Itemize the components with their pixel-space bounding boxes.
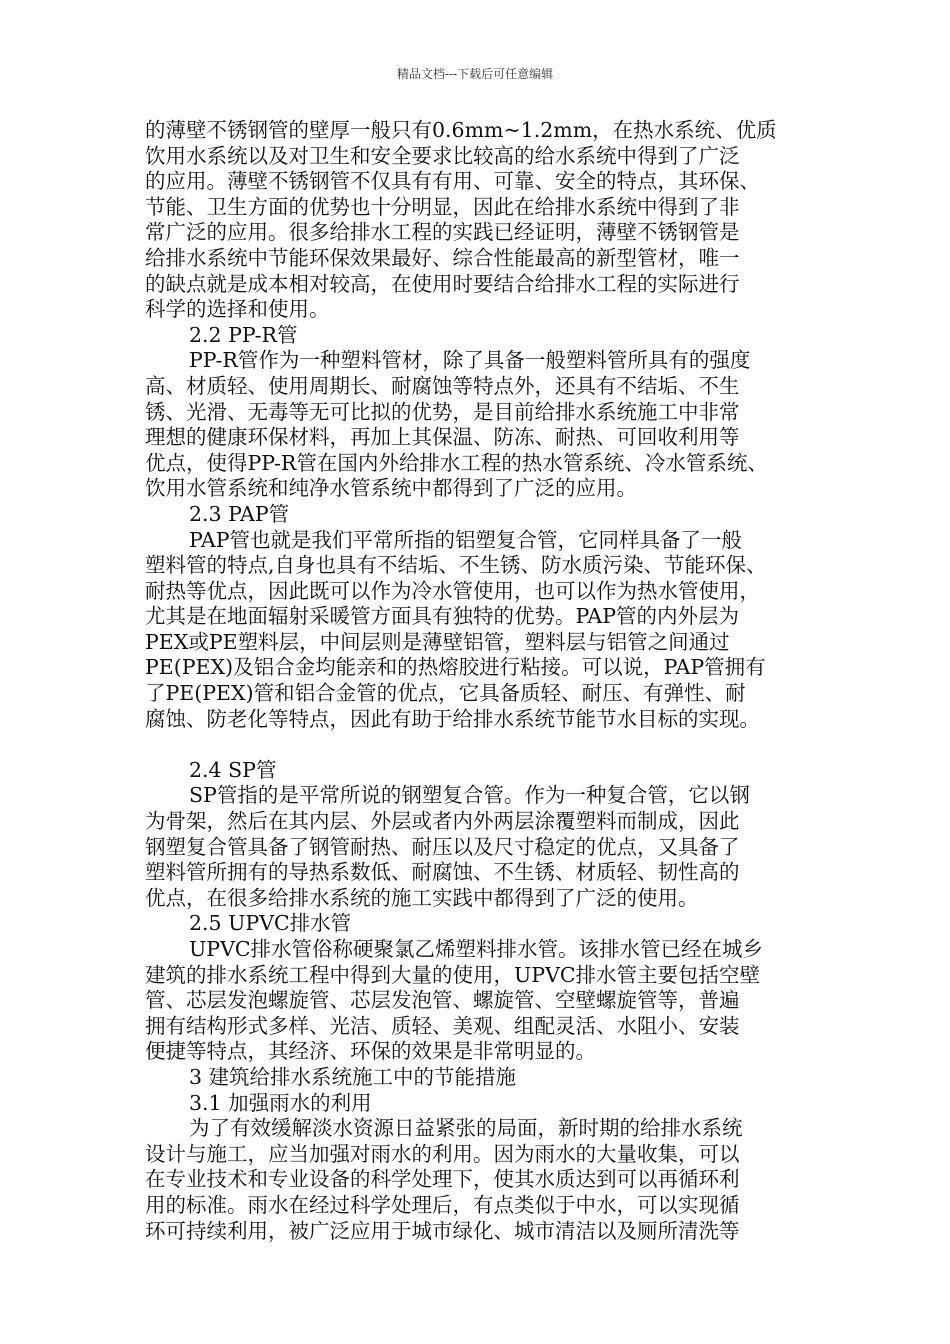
text-line: 的缺点就是成本相对较高，在使用时要结合给排水工程的实际进行 bbox=[145, 271, 740, 296]
text-line: PAP管也就是我们平常所指的铝塑复合管，它同样具备了一般 bbox=[189, 527, 743, 552]
text-line: 用的标准。雨水在经过科学处理后，有点类似于中水，可以实现循 bbox=[145, 1192, 740, 1217]
paragraph-sp bbox=[145, 783, 825, 911]
paragraph-pap bbox=[145, 528, 825, 733]
text-line: 环可持续利用，被广泛应用于城市绿化、城市清洁以及厕所清洗等 bbox=[145, 1218, 740, 1243]
paragraph-ppr bbox=[145, 348, 825, 502]
text-line: 锈、光滑、无毒等无可比拟的优势，是目前给排水系统施工中非常 bbox=[145, 399, 740, 424]
section-heading-2-3: 2.3 PAP管 bbox=[189, 501, 290, 526]
text-line: PE(PEX)及铝合金均能亲和的热熔胶进行粘接。可以说，PAP管拥有 bbox=[145, 655, 766, 680]
paragraph-rainwater bbox=[145, 1116, 825, 1244]
text-line: 尤其是在地面辐射采暖管方面具有独特的优势。PAP管的内外层为 bbox=[145, 604, 740, 629]
text-line: 为骨架，然后在其内层、外层或者内外两层涂覆塑料而制成，因此 bbox=[145, 809, 740, 834]
text-line: 了PE(PEX)管和铝合金管的优点，它具备质轻、耐压、有弹性、耐 bbox=[145, 681, 746, 706]
blank-line bbox=[145, 732, 825, 758]
document-body bbox=[145, 118, 825, 1244]
text-line: 为了有效缓解淡水资源日益紧张的局面，新时期的给排水系统 bbox=[189, 1116, 743, 1141]
section-heading-3-1: 3.1 加强雨水的利用 bbox=[189, 1090, 372, 1115]
text-line: 给排水系统中节能环保效果最好、综合性能最高的新型管材，唯一 bbox=[145, 245, 740, 270]
text-line: 在专业技术和专业设备的科学处理下，使其水质达到可以再循环利 bbox=[145, 1167, 740, 1192]
text-line: 的应用。薄壁不锈钢管不仅具有有用、可靠、安全的特点，其环保、 bbox=[145, 169, 760, 194]
section-heading-3: 3 建筑给排水系统施工中的节能措施 bbox=[189, 1064, 517, 1089]
text-line: 腐蚀、防老化等特点，因此有助于给排水系统节能节水目标的实现。 bbox=[145, 706, 760, 731]
text-line: 钢塑复合管具备了钢管耐热、耐压以及尺寸稳定的优点，又具备了 bbox=[145, 834, 740, 859]
text-line: 饮用水管系统和纯净水管系统中都得到了广泛的应用。 bbox=[145, 476, 637, 501]
text-line: 的薄壁不锈钢管的壁厚一般只有0.6mm~1.2mm，在热水系统、优质 bbox=[145, 118, 777, 142]
text-line: SP管指的是平常所说的钢塑复合管。作为一种复合管，它以钢 bbox=[189, 783, 750, 808]
text-line: PP-R管作为一种塑料管材，除了具备一般塑料管所具有的强度 bbox=[189, 348, 751, 373]
text-line: UPVC排水管俗称硬聚氯乙烯塑料排水管。该排水管已经在城乡 bbox=[189, 937, 764, 961]
text-line: 饮用水系统以及对卫生和安全要求比较高的给水系统中得到了广泛 bbox=[145, 143, 740, 168]
page-header: 精品文档---下载后可任意编辑 bbox=[396, 67, 554, 81]
text-line: 节能、卫生方面的优势也十分明显，因此在给排水系统中得到了非 bbox=[145, 194, 740, 219]
text-line: 建筑的排水系统工程中得到大量的使用，UPVC排水管主要包括空壁 bbox=[145, 962, 761, 987]
text-line: 管、芯层发泡螺旋管、芯层发泡管、螺旋管、空壁螺旋管等，普遍 bbox=[145, 988, 740, 1013]
section-heading-2-2: 2.2 PP-R管 bbox=[189, 322, 298, 347]
text-line: 优点，在很多给排水系统的施工实践中都得到了广泛的使用。 bbox=[145, 885, 699, 910]
text-line: 优点，使得PP-R管在国内外给排水工程的热水管系统、冷水管系统、 bbox=[145, 450, 768, 475]
text-line: PEX或PE塑料层，中间层则是薄壁铝管，塑料层与铝管之间通过 bbox=[145, 629, 730, 654]
text-line: 常广泛的应用。很多给排水工程的实践已经证明，薄壁不锈钢管是 bbox=[145, 220, 740, 245]
text-line: 科学的选择和使用。 bbox=[145, 297, 330, 322]
text-line: 塑料管的特点,自身也具有不结垢、不生锈、防水质污染、节能环保、 bbox=[145, 553, 767, 578]
text-line: 高、材质轻、使用周期长、耐腐蚀等特点外，还具有不结垢、不生 bbox=[145, 373, 740, 398]
text-line: 塑料管所拥有的导热系数低、耐腐蚀、不生锈、材质轻、韧性高的 bbox=[145, 860, 740, 885]
section-heading-2-4: 2.4 SP管 bbox=[189, 757, 277, 782]
text-line: 拥有结构形式多样、光洁、质轻、美观、组配灵活、水阻小、安装 bbox=[145, 1013, 740, 1038]
paragraph-upvc bbox=[145, 937, 825, 1065]
text-line: 设计与施工，应当加强对雨水的利用。因为雨水的大量收集，可以 bbox=[145, 1141, 740, 1166]
text-line: 耐热等优点，因此既可以作为冷水管使用，也可以作为热水管使用， bbox=[145, 578, 760, 603]
text-line: 便捷等特点，其经济、环保的效果是非常明显的。 bbox=[145, 1039, 596, 1064]
paragraph-thin-wall-stainless bbox=[145, 118, 825, 323]
text-line: 理想的健康环保材料，再加上其保温、防冻、耐热、可回收利用等 bbox=[145, 425, 740, 450]
section-heading-2-5: 2.5 UPVC排水管 bbox=[189, 911, 352, 936]
